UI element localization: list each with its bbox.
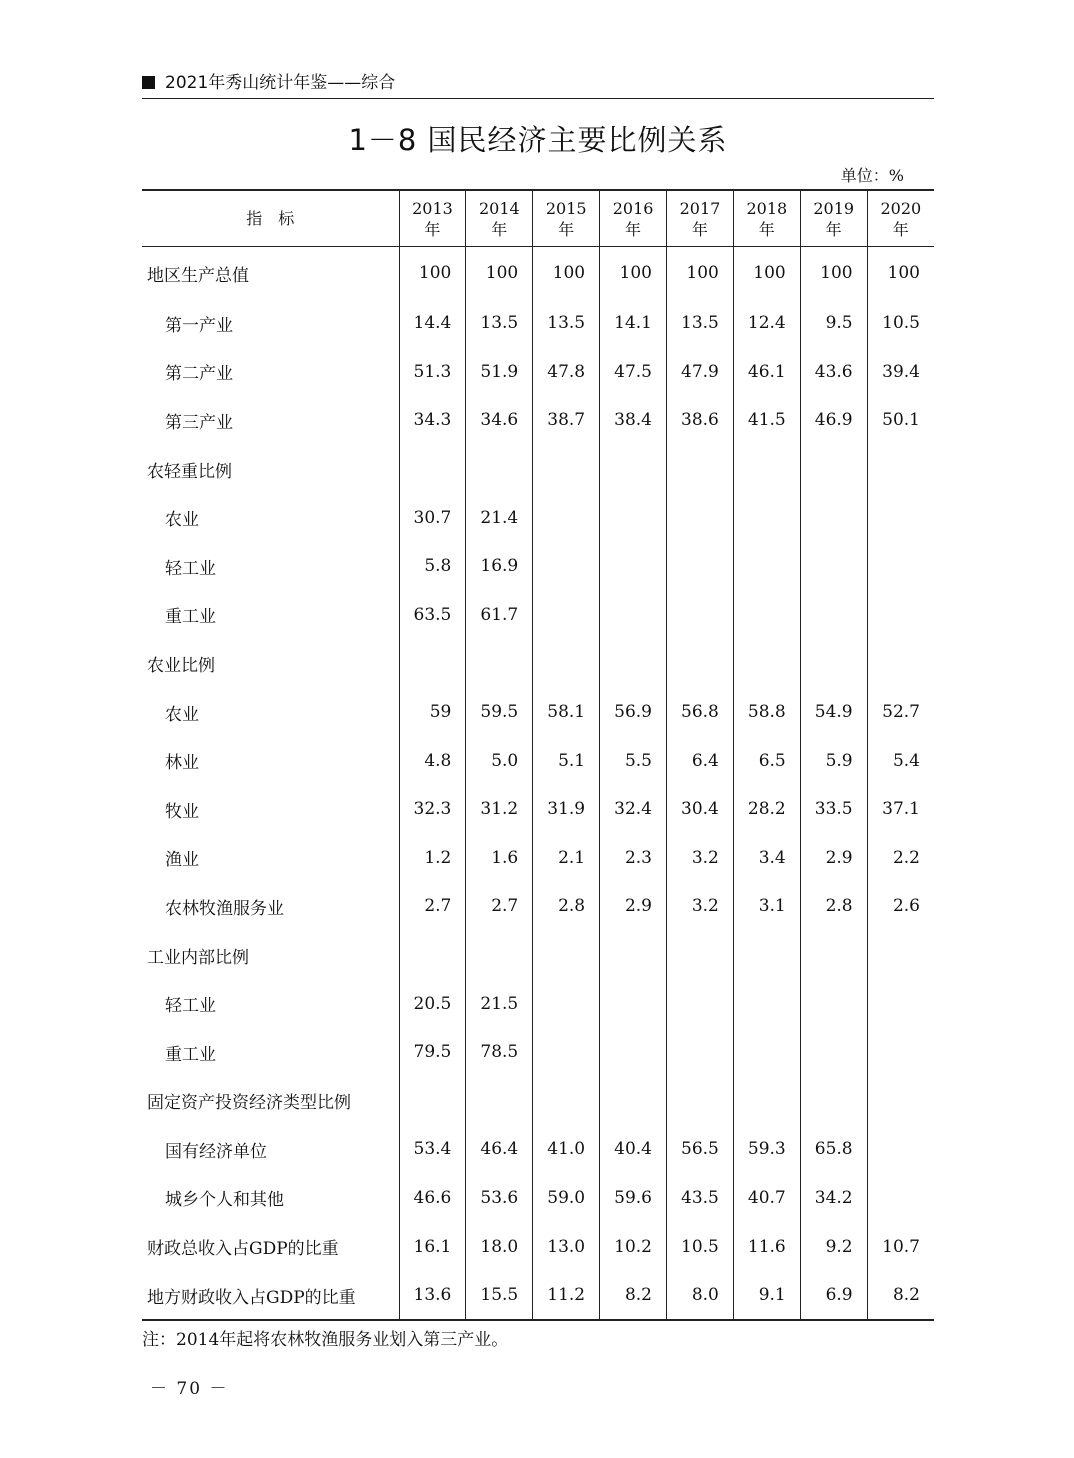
row-label: 第二产业 [165,364,233,385]
value-cell: 38.7 [533,396,600,445]
row-label: 财政总收入占GDP的比重 [147,1239,339,1260]
value-cell [600,591,667,640]
row-label: 渔业 [165,850,199,871]
value-cell [733,591,800,640]
value-cell [399,1077,466,1126]
running-title: 2021年秀山统计年鉴——综合 [165,73,396,93]
value-cell: 8.0 [667,1271,734,1321]
value-cell: 2.3 [600,834,667,883]
value-cell: 56.9 [600,688,667,737]
value-cell [867,1174,934,1223]
value-cell [733,1028,800,1077]
value-cell: 58.8 [733,688,800,737]
value-cell: 32.3 [399,785,466,834]
row-label: 林业 [165,753,199,774]
row-label: 农林牧渔服务业 [165,898,284,919]
value-cell: 56.8 [667,688,734,737]
value-cell: 41.5 [733,396,800,445]
value-cell: 32.4 [600,785,667,834]
value-cell: 59.3 [733,1125,800,1174]
value-cell [466,639,533,688]
value-cell: 100 [867,247,934,300]
value-cell [533,639,600,688]
row-label: 第一产业 [165,315,233,336]
value-cell [600,1077,667,1126]
value-cell: 37.1 [867,785,934,834]
value-cell [399,445,466,494]
value-cell: 5.8 [399,542,466,591]
table-row [142,247,934,300]
running-header [142,70,934,99]
value-cell: 43.6 [800,348,867,397]
row-label: 农业 [165,510,199,531]
value-cell: 5.0 [466,736,533,785]
value-cell: 6.5 [733,736,800,785]
value-cell [733,931,800,980]
value-cell: 9.2 [800,1222,867,1271]
value-cell: 2.7 [466,882,533,931]
row-label: 重工业 [165,1044,216,1065]
value-cell: 65.8 [800,1125,867,1174]
value-cell [600,979,667,1028]
value-cell: 34.2 [800,1174,867,1223]
row-label: 地方财政收入占GDP的比重 [147,1287,356,1308]
value-cell: 8.2 [600,1271,667,1321]
value-cell: 8.2 [867,1271,934,1321]
value-cell [733,979,800,1028]
value-cell [800,931,867,980]
year-header: 2017 年 [667,190,734,247]
value-cell [800,542,867,591]
table-row [142,542,934,591]
value-cell: 38.4 [600,396,667,445]
value-cell [399,931,466,980]
value-cell [466,1077,533,1126]
value-cell [600,493,667,542]
value-cell: 11.6 [733,1222,800,1271]
value-cell [733,493,800,542]
page-number: － 70 － [150,1379,229,1399]
square-bullet-icon [142,76,155,89]
year-header: 2013 年 [399,190,466,247]
value-cell: 100 [667,247,734,300]
value-cell: 3.2 [667,834,734,883]
value-cell: 59.5 [466,688,533,737]
row-label: 国有经济单位 [165,1141,267,1162]
value-cell: 30.4 [667,785,734,834]
statistics-table [142,189,934,1321]
row-label: 城乡个人和其他 [165,1190,284,1211]
value-cell: 78.5 [466,1028,533,1077]
value-cell: 39.4 [867,348,934,397]
value-cell: 16.9 [466,542,533,591]
value-cell: 47.8 [533,348,600,397]
value-cell [667,493,734,542]
value-cell [800,639,867,688]
value-cell: 38.6 [667,396,734,445]
row-label: 农轻重比例 [147,461,232,482]
value-cell: 21.4 [466,493,533,542]
value-cell: 18.0 [466,1222,533,1271]
value-cell: 59 [399,688,466,737]
table-row [142,1125,934,1174]
value-cell: 46.9 [800,396,867,445]
value-cell: 1.6 [466,834,533,883]
value-cell [867,542,934,591]
table-row [142,882,934,931]
value-cell [466,445,533,494]
table-row [142,1271,934,1321]
value-cell [533,979,600,1028]
value-cell: 13.5 [533,299,600,348]
value-cell [800,1028,867,1077]
value-cell: 53.4 [399,1125,466,1174]
value-cell: 43.5 [667,1174,734,1223]
value-cell [867,1028,934,1077]
value-cell: 47.5 [600,348,667,397]
table-row [142,493,934,542]
table-header-row [142,190,934,247]
value-cell: 46.6 [399,1174,466,1223]
value-cell [600,931,667,980]
year-header: 2019 年 [800,190,867,247]
value-cell: 46.1 [733,348,800,397]
value-cell [667,639,734,688]
value-cell [800,445,867,494]
value-cell: 2.8 [533,882,600,931]
table-row [142,1222,934,1271]
row-label: 轻工业 [165,996,216,1017]
value-cell [867,591,934,640]
value-cell [533,931,600,980]
value-cell [533,542,600,591]
value-cell: 10.5 [667,1222,734,1271]
value-cell [667,979,734,1028]
table-row [142,348,934,397]
value-cell: 13.5 [466,299,533,348]
value-cell [733,639,800,688]
table-row [142,1028,934,1077]
value-cell [600,445,667,494]
value-cell [399,639,466,688]
value-cell: 30.7 [399,493,466,542]
unit-label: 单位：% [840,166,904,185]
row-label: 农业比例 [147,655,215,676]
value-cell: 100 [800,247,867,300]
value-cell: 56.5 [667,1125,734,1174]
value-cell [533,591,600,640]
table-row [142,736,934,785]
row-label: 工业内部比例 [147,947,249,968]
value-cell: 15.5 [466,1271,533,1321]
page-title: 1－8 国民经济主要比例关系 [348,123,728,157]
value-cell: 100 [600,247,667,300]
year-header: 2014 年 [466,190,533,247]
value-cell [600,639,667,688]
value-cell: 10.5 [867,299,934,348]
value-cell: 61.7 [466,591,533,640]
value-cell: 2.2 [867,834,934,883]
value-cell [667,591,734,640]
value-cell [800,1077,867,1126]
value-cell: 51.3 [399,348,466,397]
value-cell [800,493,867,542]
value-cell: 10.2 [600,1222,667,1271]
value-cell: 31.2 [466,785,533,834]
indicator-header: 指 标 [142,190,399,247]
value-cell: 59.0 [533,1174,600,1223]
value-cell: 63.5 [399,591,466,640]
table-row [142,1077,934,1126]
value-cell: 40.7 [733,1174,800,1223]
value-cell: 13.6 [399,1271,466,1321]
value-cell: 13.5 [667,299,734,348]
value-cell: 52.7 [867,688,934,737]
value-cell: 5.9 [800,736,867,785]
value-cell: 3.4 [733,834,800,883]
table-row [142,591,934,640]
value-cell: 58.1 [533,688,600,737]
value-cell: 54.9 [800,688,867,737]
value-cell: 79.5 [399,1028,466,1077]
value-cell: 5.4 [867,736,934,785]
value-cell: 100 [533,247,600,300]
table-row [142,639,934,688]
row-label: 轻工业 [165,558,216,579]
table-row [142,979,934,1028]
value-cell: 5.1 [533,736,600,785]
value-cell: 100 [733,247,800,300]
value-cell: 33.5 [800,785,867,834]
table-row [142,445,934,494]
value-cell [800,979,867,1028]
value-cell [533,1028,600,1077]
value-cell: 6.9 [800,1271,867,1321]
value-cell: 3.2 [667,882,734,931]
value-cell: 31.9 [533,785,600,834]
row-label: 地区生产总值 [147,265,249,286]
year-header: 2018 年 [733,190,800,247]
value-cell: 9.5 [800,299,867,348]
table-body [142,247,934,1321]
year-header: 2016 年 [600,190,667,247]
value-cell: 47.9 [667,348,734,397]
value-cell [667,542,734,591]
table-row [142,299,934,348]
value-cell [867,931,934,980]
value-cell [867,1077,934,1126]
value-cell: 28.2 [733,785,800,834]
value-cell [733,542,800,591]
value-cell: 2.9 [600,882,667,931]
row-label: 重工业 [165,607,216,628]
row-label: 牧业 [165,801,199,822]
value-cell: 9.1 [733,1271,800,1321]
value-cell [667,1077,734,1126]
value-cell: 2.6 [867,882,934,931]
value-cell [667,1028,734,1077]
value-cell: 34.6 [466,396,533,445]
footnote: 注：2014年起将农林牧渔服务业划入第三产业。 [142,1330,509,1350]
value-cell: 50.1 [867,396,934,445]
value-cell: 16.1 [399,1222,466,1271]
value-cell: 1.2 [399,834,466,883]
value-cell [533,493,600,542]
table-row [142,931,934,980]
value-cell: 13.0 [533,1222,600,1271]
value-cell: 41.0 [533,1125,600,1174]
value-cell: 6.4 [667,736,734,785]
value-cell: 12.4 [733,299,800,348]
value-cell: 2.9 [800,834,867,883]
value-cell: 21.5 [466,979,533,1028]
row-label: 农业 [165,704,199,725]
value-cell: 34.3 [399,396,466,445]
value-cell: 4.8 [399,736,466,785]
value-cell: 2.1 [533,834,600,883]
value-cell [867,1125,934,1174]
value-cell [867,979,934,1028]
value-cell [867,639,934,688]
value-cell: 5.5 [600,736,667,785]
year-header: 2015 年 [533,190,600,247]
value-cell: 53.6 [466,1174,533,1223]
value-cell [600,542,667,591]
value-cell: 14.1 [600,299,667,348]
value-cell [466,931,533,980]
value-cell [733,1077,800,1126]
value-cell [600,1028,667,1077]
value-cell: 100 [466,247,533,300]
value-cell [800,591,867,640]
value-cell: 100 [399,247,466,300]
table-row [142,688,934,737]
value-cell: 3.1 [733,882,800,931]
value-cell: 40.4 [600,1125,667,1174]
value-cell [533,445,600,494]
row-label: 固定资产投资经济类型比例 [147,1093,351,1114]
row-label: 第三产业 [165,412,233,433]
value-cell [533,1077,600,1126]
value-cell [867,493,934,542]
value-cell: 2.7 [399,882,466,931]
value-cell [667,445,734,494]
table-row [142,834,934,883]
table-row [142,1174,934,1223]
value-cell: 11.2 [533,1271,600,1321]
value-cell [867,445,934,494]
value-cell: 20.5 [399,979,466,1028]
value-cell [667,931,734,980]
value-cell: 10.7 [867,1222,934,1271]
value-cell: 46.4 [466,1125,533,1174]
value-cell [733,445,800,494]
table-row [142,785,934,834]
year-header: 2020 年 [867,190,934,247]
value-cell: 51.9 [466,348,533,397]
value-cell: 14.4 [399,299,466,348]
value-cell: 59.6 [600,1174,667,1223]
table-row [142,396,934,445]
value-cell: 2.8 [800,882,867,931]
